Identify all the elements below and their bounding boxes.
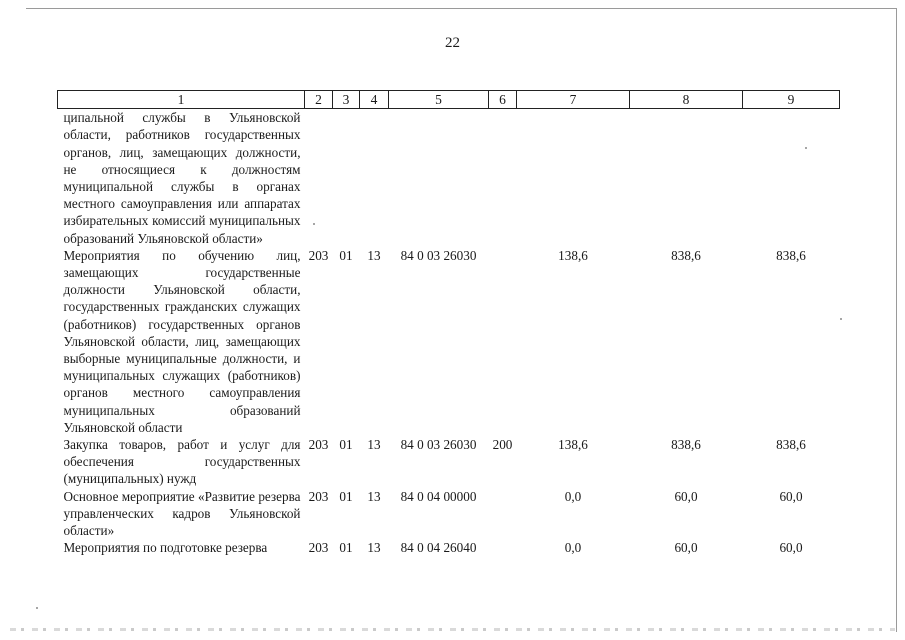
header-col-3: 3 [333,91,360,109]
cell-col-3: 01 [339,488,353,504]
cell-col-9 [743,109,840,247]
cell-col-9: 60,0 [779,488,803,504]
cell-col-9: 838,6 [776,437,806,453]
cell-col-8: 838,6 [671,437,701,453]
cell-col-2: 203 [308,437,329,453]
page-edge-top [26,8,896,9]
page-number: 22 [445,35,460,51]
cell-col-5: 84 0 03 26030 [400,437,477,453]
cell-col-6 [489,488,517,540]
cell-col-2: 203 [308,540,329,556]
cell-col-8: 60,0 [674,488,698,504]
cell-col-3: 01 [339,437,353,453]
cell-col-5: 84 0 04 26040 [400,540,477,556]
cell-col-7: 138,6 [558,437,588,453]
header-col-2: 2 [305,91,333,109]
header-col-8: 8 [630,91,743,109]
cell-col-8 [630,109,743,247]
cell-col-3: 01 [339,247,353,263]
scan-speck [840,318,842,320]
cell-col-4 [360,109,389,247]
cell-col-7: 0,0 [564,540,582,556]
cell-col-7: 0,0 [564,488,582,504]
cell-name: Мероприятия по подготовке резерва [63,540,268,556]
cell-col-9: 60,0 [779,540,803,556]
page-edge-right [896,8,897,632]
cell-col-8: 838,6 [671,247,701,263]
cell-col-2: 203 [308,247,329,263]
scan-speck [313,223,315,225]
cell-col-4: 13 [367,488,381,504]
table-row [58,109,840,247]
header-col-9: 9 [743,91,840,109]
cell-col-6: 200 [492,437,513,453]
cell-col-5: 84 0 04 00000 [400,488,477,504]
cell-col-7: 138,6 [558,247,588,263]
cell-col-3 [333,109,360,247]
header-col-7: 7 [517,91,630,109]
cell-col-3: 01 [339,540,353,556]
header-col-5: 5 [389,91,489,109]
cell-col-6 [489,109,517,247]
cell-name: Закупка товаров, работ и услуг для обеспечения государственных (муниципальных) нужд [63,437,301,487]
header-col-1: 1 [58,91,305,109]
cell-col-9: 838,6 [776,247,806,263]
header-col-6: 6 [489,91,517,109]
scan-speck [36,607,38,609]
header-row [58,91,840,109]
table-row [58,539,840,556]
header-col-4: 4 [360,91,389,109]
cell-col-2 [305,109,333,247]
cell-col-8: 60,0 [674,540,698,556]
cell-name: Основное мероприятие «Развитие резерва управленческих кадров Ульяновской области» [63,488,301,539]
cell-col-6 [489,247,517,436]
cell-col-4: 13 [367,540,381,556]
cell-col-7 [517,109,630,247]
scan-speck [805,147,807,149]
cell-col-5: 84 0 03 26030 [400,247,477,263]
cell-col-2: 203 [308,488,329,504]
table-header [58,91,840,109]
table-row [58,436,840,488]
cell-col-6 [489,539,517,556]
cell-col-4: 13 [367,247,381,263]
table-row [58,247,840,436]
table-row [58,488,840,540]
table-body [58,109,840,557]
cell-name: ципальной службы в Ульяновской области, работников государственных органов, лиц, замещающих должности, не относящиеся к должностям муниципальной службы в органах местного самоуправления или аппаратах избирательных комиссий муниципальных образований Ульяновской области» [63,110,301,246]
budget-table [57,90,840,556]
cell-name: Мероприятия по обучению лиц, замещающих государственные должности Ульяновской области, государственных гражданских служащих (работников) государственных органов Ульяновской области, лиц, замещающих выборные муниципальные должности, и муниципальных служащих (работников) органов местного самоуправления муниципальных образований Ульяновской области [63,247,301,435]
scan-artifact-strip [10,628,895,631]
cell-col-5 [389,109,489,247]
cell-col-4: 13 [367,437,381,453]
